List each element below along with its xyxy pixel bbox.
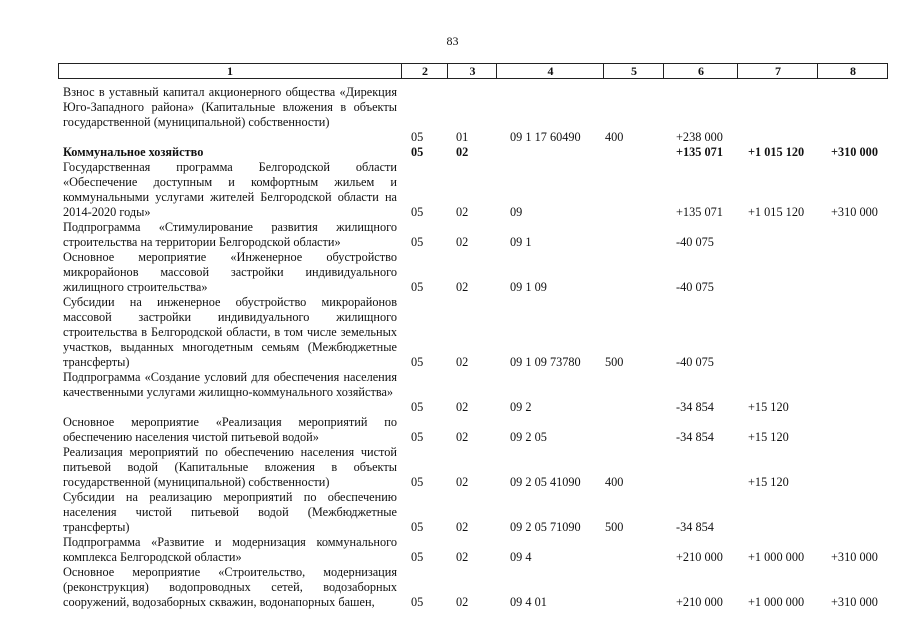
row-sum-col7: +1 015 120 bbox=[748, 145, 805, 159]
row-sum-col7: +15 120 bbox=[748, 430, 789, 444]
row-section-code: 05 bbox=[411, 400, 424, 414]
row-subsection-code: 02 bbox=[456, 235, 469, 249]
row-sum-col7: +1 000 000 bbox=[748, 550, 805, 564]
row-subsection-code: 02 bbox=[456, 550, 469, 564]
row-sum-col7: +15 120 bbox=[748, 400, 789, 414]
row-sum-col7: +15 120 bbox=[748, 475, 789, 489]
row-expense-type: 500 bbox=[605, 355, 624, 369]
row-sum-col8: +310 000 bbox=[831, 550, 878, 564]
row-section-code: 05 bbox=[411, 130, 424, 144]
row-subsection-code: 02 bbox=[456, 355, 469, 369]
row-description: Субсидии на реализацию мероприятий по обеспечению населения чистой питьевой водой (Межбюджетные трансферты) bbox=[63, 490, 397, 534]
row-target-article: 09 2 05 71090 bbox=[510, 520, 581, 534]
row-target-article: 09 4 bbox=[510, 550, 532, 564]
table-header bbox=[58, 63, 888, 79]
header-col-3: 3 bbox=[447, 64, 497, 78]
row-sum-col6: -40 075 bbox=[676, 235, 714, 249]
row-target-article: 09 1 09 bbox=[510, 280, 547, 294]
row-subsection-code: 02 bbox=[456, 520, 469, 534]
row-target-article: 09 1 09 73780 bbox=[510, 355, 581, 369]
row-subsection-code: 02 bbox=[456, 280, 469, 294]
row-section-code: 05 bbox=[411, 475, 424, 489]
row-section-code: 05 bbox=[411, 595, 424, 609]
row-sum-col6: +210 000 bbox=[676, 595, 723, 609]
row-subsection-code: 02 bbox=[456, 400, 469, 414]
page-number: 83 bbox=[446, 34, 459, 48]
header-col-6: 6 bbox=[663, 64, 738, 78]
row-sum-col6: +135 071 bbox=[676, 205, 723, 219]
row-description: Субсидии на инженерное обустройство микрорайонов массовой застройки индивидуального жилищного строительства в Белгородской области, в том числе земельных участков, выданных многодетным семьям (Межбюджетные трансферты) bbox=[63, 295, 397, 369]
row-description: Подпрограмма «Развитие и модернизация коммунального комплекса Белгородской области» bbox=[63, 535, 397, 564]
row-description: Основное мероприятие «Строительство, модернизация (реконструкция) водопроводных сетей, водозаборных сооружений, водозаборных скважин, водонапорных башен, bbox=[63, 565, 397, 609]
header-col-5: 5 bbox=[603, 64, 664, 78]
row-sum-col6: -34 854 bbox=[676, 430, 714, 444]
row-sum-col7: +1 000 000 bbox=[748, 595, 805, 609]
row-target-article: 09 bbox=[510, 205, 523, 219]
row-description: Основное мероприятие «Реализация мероприятий по обеспечению населения чистой питьевой водой» bbox=[63, 415, 397, 444]
row-sum-col8: +310 000 bbox=[831, 145, 878, 159]
row-description: Коммунальное хозяйство bbox=[63, 145, 204, 159]
row-target-article: 09 4 01 bbox=[510, 595, 547, 609]
header-col-1: 1 bbox=[227, 64, 233, 78]
header-col-7: 7 bbox=[737, 64, 818, 78]
row-description: Реализация мероприятий по обеспечению населения чистой питьевой водой (Капитальные вложения в объекты государственной (муниципальной) собственности) bbox=[63, 445, 397, 489]
row-sum-col6: -34 854 bbox=[676, 400, 714, 414]
row-subsection-code: 02 bbox=[456, 205, 469, 219]
row-sum-col7: +1 015 120 bbox=[748, 205, 805, 219]
header-col-4: 4 bbox=[496, 64, 604, 78]
row-target-article: 09 1 bbox=[510, 235, 532, 249]
header-col-2: 2 bbox=[401, 64, 448, 78]
row-sum-col6: -40 075 bbox=[676, 280, 714, 294]
row-subsection-code: 02 bbox=[456, 145, 469, 159]
row-section-code: 05 bbox=[411, 520, 424, 534]
row-target-article: 09 2 05 41090 bbox=[510, 475, 581, 489]
row-sum-col8: +310 000 bbox=[831, 205, 878, 219]
row-section-code: 05 bbox=[411, 205, 424, 219]
row-subsection-code: 02 bbox=[456, 430, 469, 444]
row-sum-col8: +310 000 bbox=[831, 595, 878, 609]
row-target-article: 09 2 05 bbox=[510, 430, 547, 444]
row-expense-type: 400 bbox=[605, 475, 624, 489]
row-section-code: 05 bbox=[411, 430, 424, 444]
row-sum-col6: +210 000 bbox=[676, 550, 723, 564]
row-section-code: 05 bbox=[411, 235, 424, 249]
row-section-code: 05 bbox=[411, 355, 424, 369]
row-description: Основное мероприятие «Инженерное обустройство микрорайонов массовой застройки индивидуального жилищного строительства» bbox=[63, 250, 397, 294]
row-section-code: 05 bbox=[411, 280, 424, 294]
row-sum-col6: -40 075 bbox=[676, 355, 714, 369]
header-col-8: 8 bbox=[817, 64, 888, 78]
row-sum-col6: +135 071 bbox=[676, 145, 723, 159]
row-section-code: 05 bbox=[411, 550, 424, 564]
row-expense-type: 400 bbox=[605, 130, 624, 144]
row-subsection-code: 02 bbox=[456, 595, 469, 609]
row-section-code: 05 bbox=[411, 145, 424, 159]
row-description: Взнос в уставный капитал акционерного общества «Дирекция Юго-Западного района» (Капитальные вложения в объекты государственной (муниципальной) собственности) bbox=[63, 85, 397, 129]
row-subsection-code: 01 bbox=[456, 130, 469, 144]
row-sum-col6: -34 854 bbox=[676, 520, 714, 534]
row-target-article: 09 2 bbox=[510, 400, 532, 414]
row-sum-col6: +238 000 bbox=[676, 130, 723, 144]
row-expense-type: 500 bbox=[605, 520, 624, 534]
row-target-article: 09 1 17 60490 bbox=[510, 130, 581, 144]
row-description: Государственная программа Белгородской области «Обеспечение доступным и комфортным жильем и коммунальными услугами жителей Белгородской области на 2014-2020 годы» bbox=[63, 160, 397, 219]
row-description: Подпрограмма «Стимулирование развития жилищного строительства на территории Белгородской области» bbox=[63, 220, 397, 249]
row-description: Подпрограмма «Создание условий для обеспечения населения качественными услугами жилищно-коммунального хозяйства» bbox=[63, 370, 397, 399]
row-subsection-code: 02 bbox=[456, 475, 469, 489]
